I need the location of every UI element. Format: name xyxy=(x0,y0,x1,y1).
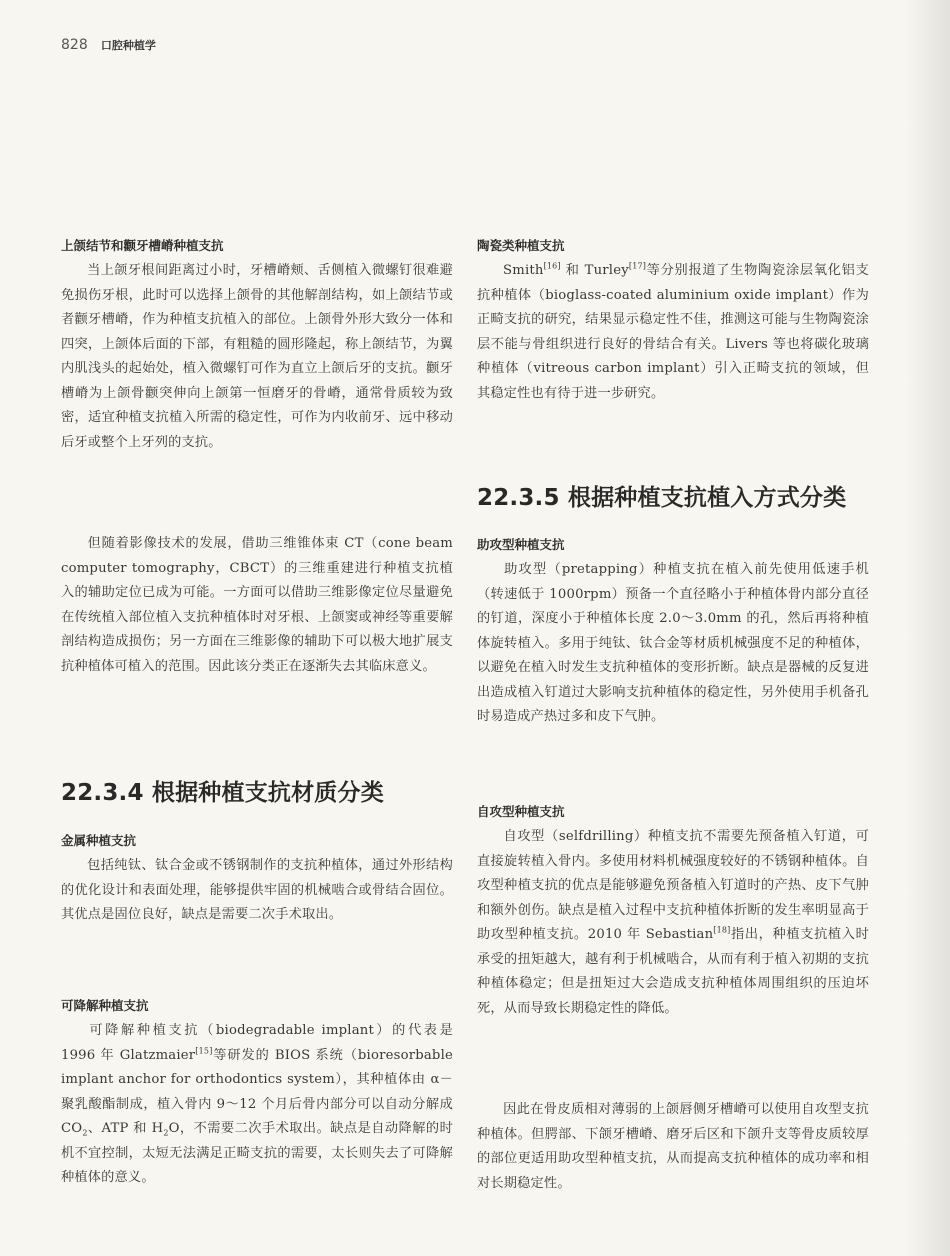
right-column xyxy=(477,479,869,512)
paragraph: 包括纯钛、钛合金或不锈钢制作的支抗种植体，通过外形结构的优化设计和表面处理，能够提供牢固的机械啮合或骨结合固位。其优点是固位良好，缺点是需要二次手术取出。 xyxy=(61,858,453,922)
paragraph: 助攻型（pretapping）种植支抗在植入前先使用低速手机（转速低于 1000rpm）预备一个直径略小于种植体骨内部分直径的钉道，深度小于种植体长度 2.0～3.0mm 的孔，然后再将种植体旋转植入。多用于纯钛、钛合金等材质机械强度不足的种植体，以避免在植入时发生支抗种植体的变形折断。缺点是器械的反复进出造成植入钉道过大影响支抗种植体的稳定性，另外使用手机备孔时易造成产热过多和皮下气肿。 xyxy=(477,562,869,724)
paragraph: 可降解种植支抗（biodegradable implant）的代表是 1996 年 Glatzmaier[15]等研发的 BIOS 系统（bioresorbable implant anchor for orthodontics system），其种植体由 α－聚乳酸酯制成，植入骨内 9～12 个月后骨内部分可以自动分解成 $CO_2$、ATP 和 $H_2O$，不需要二次手术取出。缺点是自动降解的时机不宜控制，太短无法满足正畸支抗的需要，太长则失去了可降解种植体的意义。 xyxy=(61,1023,453,1185)
page-number: 828 xyxy=(61,37,88,53)
paragraph: 当上颌牙根间距离过小时，牙槽嵴颊、舌侧植入微螺钉很难避免损伤牙根，此时可以选择上颌骨的其他解剖结构，如上颌结节或者颧牙槽嵴，作为种植支抗植入的部位。上颌骨外形大致分一体和四突，上颌体后面的下部，有粗糙的圆形隆起，称上颌结节，为翼内肌浅头的起始处，植入微螺钉可作为直立上颌后牙的支抗。颧牙槽嵴为上颌骨颧突伸向上颌第一恒磨牙的骨嵴，通常骨质较为致密，适宜种植支抗植入所需的稳定性，可作为内收前牙、远中移动后牙或整个上牙列的支抗。 xyxy=(61,263,453,450)
citation: [15] xyxy=(195,1046,213,1056)
citation: [18] xyxy=(713,925,731,935)
right-column xyxy=(477,535,869,730)
left-column xyxy=(61,236,453,455)
right-column xyxy=(477,236,869,406)
subheading-selfdrilling: 自攻型种植支抗 xyxy=(477,804,565,819)
subheading-metal: 金属种植支抗 xyxy=(61,833,137,848)
paragraph: 因此在骨皮质相对薄弱的上颌唇侧牙槽嵴可以使用自攻型支抗种植体。但腭部、下颌牙槽嵴、磨牙后区和下颌升支等骨皮质较厚的部位更适用助攻型种植支抗，从而提高支抗种植体的成功率和相对长期稳定性。 xyxy=(477,1102,869,1191)
subheading-pretapping: 助攻型种植支抗 xyxy=(477,537,565,552)
left-column xyxy=(61,774,453,807)
left-column xyxy=(61,532,453,679)
book-title: 口腔种植学 xyxy=(100,39,156,52)
section-heading-insertion: 22.3.5 根据种植支抗植入方式分类 xyxy=(477,485,847,511)
paragraph: 但随着影像技术的发展，借助三维锥体束 CT（cone beam computer tomography，CBCT）的三维重建进行种植支抗植入的辅助定位已成为可能。一方面可以借助三维影像定位尽量避免在传统植入部位植入支抗种植体时对牙根、上颌窦或神经等重要解剖结构造成损伤；另一方面在三维影像的辅助下可以极大地扩展支抗种植体可植入的范围。因此该分类正在逐渐失去其临床意义。 xyxy=(61,536,453,674)
paragraph: 自攻型（selfdrilling）种植支抗不需要先预备植入钉道，可直接旋转植入骨内。多使用材料机械强度较好的不锈钢种植体。自攻型种植支抗的优点是能够避免预备植入钉道时的产热、皮下气肿和额外创伤。缺点是植入过程中支抗种植体折断的发生率明显高于助攻型种植支抗。2010 年 Sebastian[18]指出，种植支抗植入时承受的扭矩越大，越有利于机械啮合，从而有利于植入初期的支抗种植体稳定；但是扭矩过大会造成支抗种植体周围组织的压迫坏死，从而导致长期稳定性的降低。 xyxy=(477,829,869,1016)
running-header xyxy=(61,37,156,53)
subheading-biodegradable: 可降解种植支抗 xyxy=(61,998,149,1013)
right-column xyxy=(477,1098,869,1196)
page-edge-shadow xyxy=(906,0,950,1256)
left-column xyxy=(61,831,453,928)
paragraph: Smith[16] 和 Turley[17]等分别报道了生物陶瓷涂层氧化铝支抗种植体（bioglass-coated aluminium oxide implant）作为正畸支抗的研究，结果显示稳定性不佳，推测这可能与生物陶瓷涂层不能与骨组织进行良好的骨结合有关。Livers 等也将碳化玻璃种植体（vitreous carbon implant）引入正畸支抗的领域，但其稳定性也有待于进一步研究。 xyxy=(477,261,870,401)
subheading-maxillary-tuberosity: 上颌结节和颧牙槽嵴种植支抗 xyxy=(61,238,224,253)
citation: [17] xyxy=(628,261,647,271)
right-column xyxy=(477,802,869,1021)
citation: [16] xyxy=(543,261,561,271)
subheading-ceramic: 陶瓷类种植支抗 xyxy=(477,238,565,253)
section-heading-material: 22.3.4 根据种植支抗材质分类 xyxy=(61,780,384,806)
left-column xyxy=(61,996,453,1191)
